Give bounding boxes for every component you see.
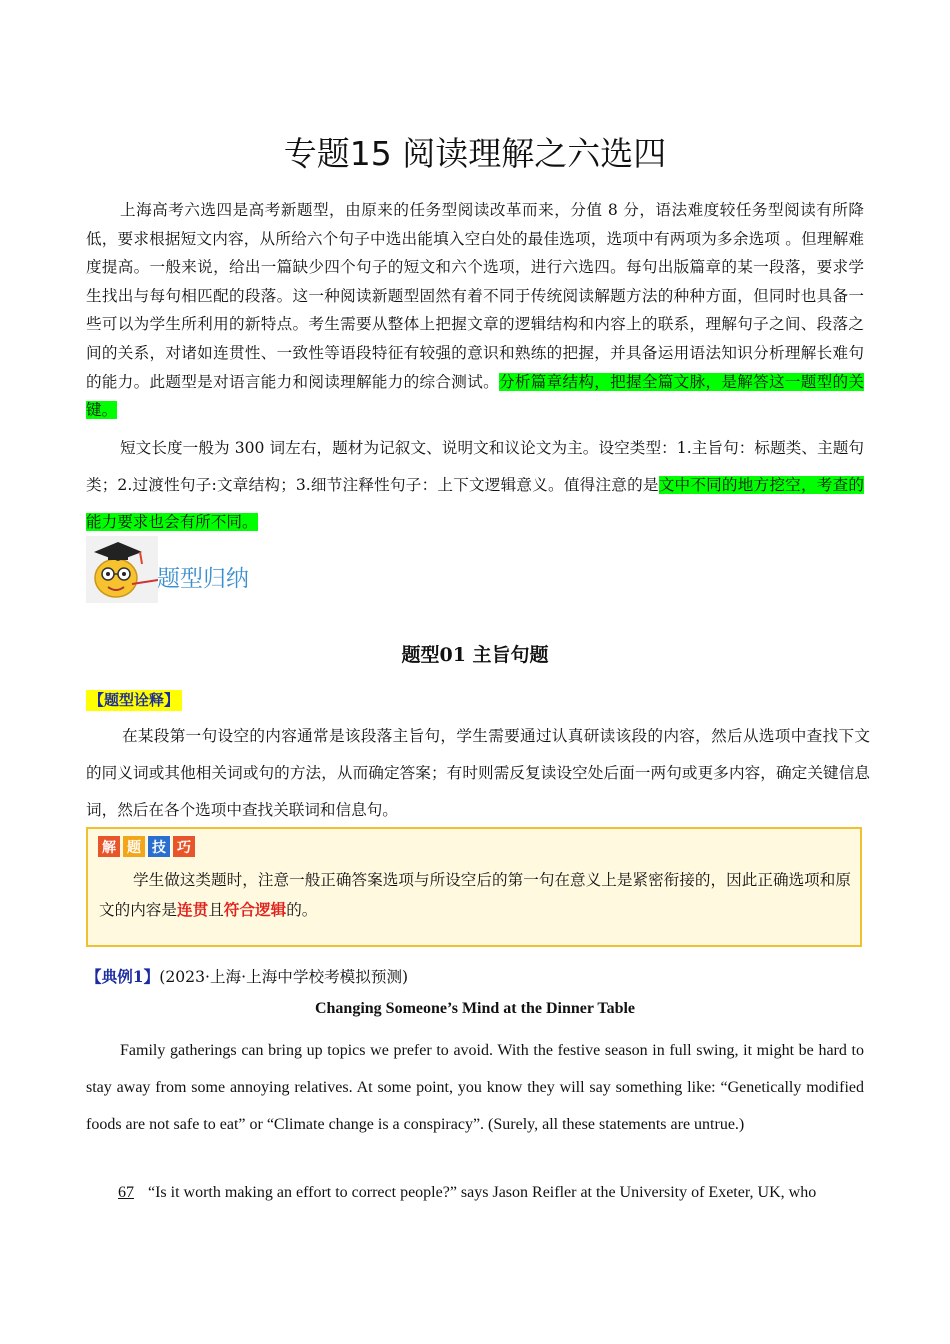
intro-text-1: 上海高考六选四是高考新题型，由原来的任务型阅读改革而来，分值 8 分，语法难度较任务型阅读有所降低，要求根据短文内容，从所给六个句子中选出能填入空白处的最佳选项，选项中有两项为多余选项 。但理解难度提高。一般来说，给出一篇缺少四个句子的短文和六个选项，进行六选四。每句出版篇章的某一段落，要求学生找出与每句相匹配的段落。这一种阅读新题型固然有着不同于传统阅读解题方法的种种方面，但同时也具备一些可以为学生所利用的新特点。考生需要从整体上把握文章的逻辑结构和内容上的联系，理解句子之间、段落之间的关系，对诸如连贯性、一致性等语段特征有较强的意识和熟练的把握，并具备运用语法知识分析理解长难句的能力。此题型是对语言能力和阅读理解能力的综合测试。 — [86, 201, 864, 391]
tip-header — [98, 836, 195, 857]
example-header — [86, 965, 408, 987]
article-paragraph-1: Family gatherings can bring up topics we prefer to avoid. With the festive season in full swing, it might be hard to stay away from some annoying relatives. At some point, you know they will say something like: “Genetically modified foods are not safe to eat” or “Climate change is a conspiracy”. (Surely, all these statements are untrue.) — [86, 1042, 864, 1133]
example-source: (2023·上海·上海中学校考模拟预测) — [159, 968, 409, 986]
tip-text-part: 的。 — [286, 901, 318, 919]
section-banner-label: 题型归纳 — [157, 566, 249, 592]
answer-blank: 67 — [118, 1184, 134, 1201]
example-tag: 【典例1】 — [86, 967, 160, 986]
tip-badge-icon: 巧 — [173, 836, 195, 857]
article-title: Changing Someone’s Mind at the Dinner Table — [314, 1000, 636, 1017]
explanation-tag: 【题型诠释】 — [86, 690, 182, 711]
page-title: 专题15 阅读理解之六选四 — [283, 134, 667, 173]
highlight-key-point-1: 分析篇章结构，把握全篇文脉，是解答这一题型的关键。 — [86, 372, 864, 420]
explanation-paragraph: 在某段第一句设空的内容通常是该段落主旨句，学生需要通过认真研读该段的内容，然后从选项中查找下文的同义词或其他相关词或句的方法，从而确定答案；有时则需反复读设空处后面一两句或更多内容，确定关键信息词，然后在各个选项中查找关联词和信息句。 — [86, 727, 870, 819]
article-paragraph-2 — [86, 1181, 864, 1204]
tip-box — [86, 827, 862, 947]
intro-paragraph-2 — [86, 430, 864, 541]
tip-text-part: 学生做这类题时，注意一般正确答案选项与所设空后的第一句在意义上是紧密衔接的，因此正确选项和原文的内容是 — [99, 871, 851, 919]
intro-paragraph-1 — [86, 196, 864, 425]
intro-text-2: 短文长度一般为 300 词左右，题材为记叙文、说明文和议论文为主。设空类型：1.主旨句：标题类、主题句类；2.过渡性句子:文章结构；3.细节注释性句子：上下文逻辑意义。值得注意的是 — [86, 439, 864, 494]
mascot-teacher-icon — [86, 536, 158, 603]
section-title: 题型01 主旨句题 — [401, 644, 549, 666]
article-paragraph-2-text: “Is it worth making an effort to correct people?” says Jason Reifler at the University of Exeter, UK, who — [148, 1184, 817, 1201]
tip-badge-icon: 题 — [123, 836, 145, 857]
tip-emphasis-logical: 符合逻辑 — [223, 900, 287, 919]
tip-text — [99, 866, 851, 925]
tip-badge-icon: 技 — [148, 836, 170, 857]
tip-text-part: 且 — [208, 901, 224, 919]
tip-emphasis-coherent: 连贯 — [176, 900, 209, 919]
highlight-key-point-2: 文中不同的地方挖空，考查的能力要求也会有所不同。 — [86, 476, 864, 531]
tip-badge-icon: 解 — [98, 836, 120, 857]
